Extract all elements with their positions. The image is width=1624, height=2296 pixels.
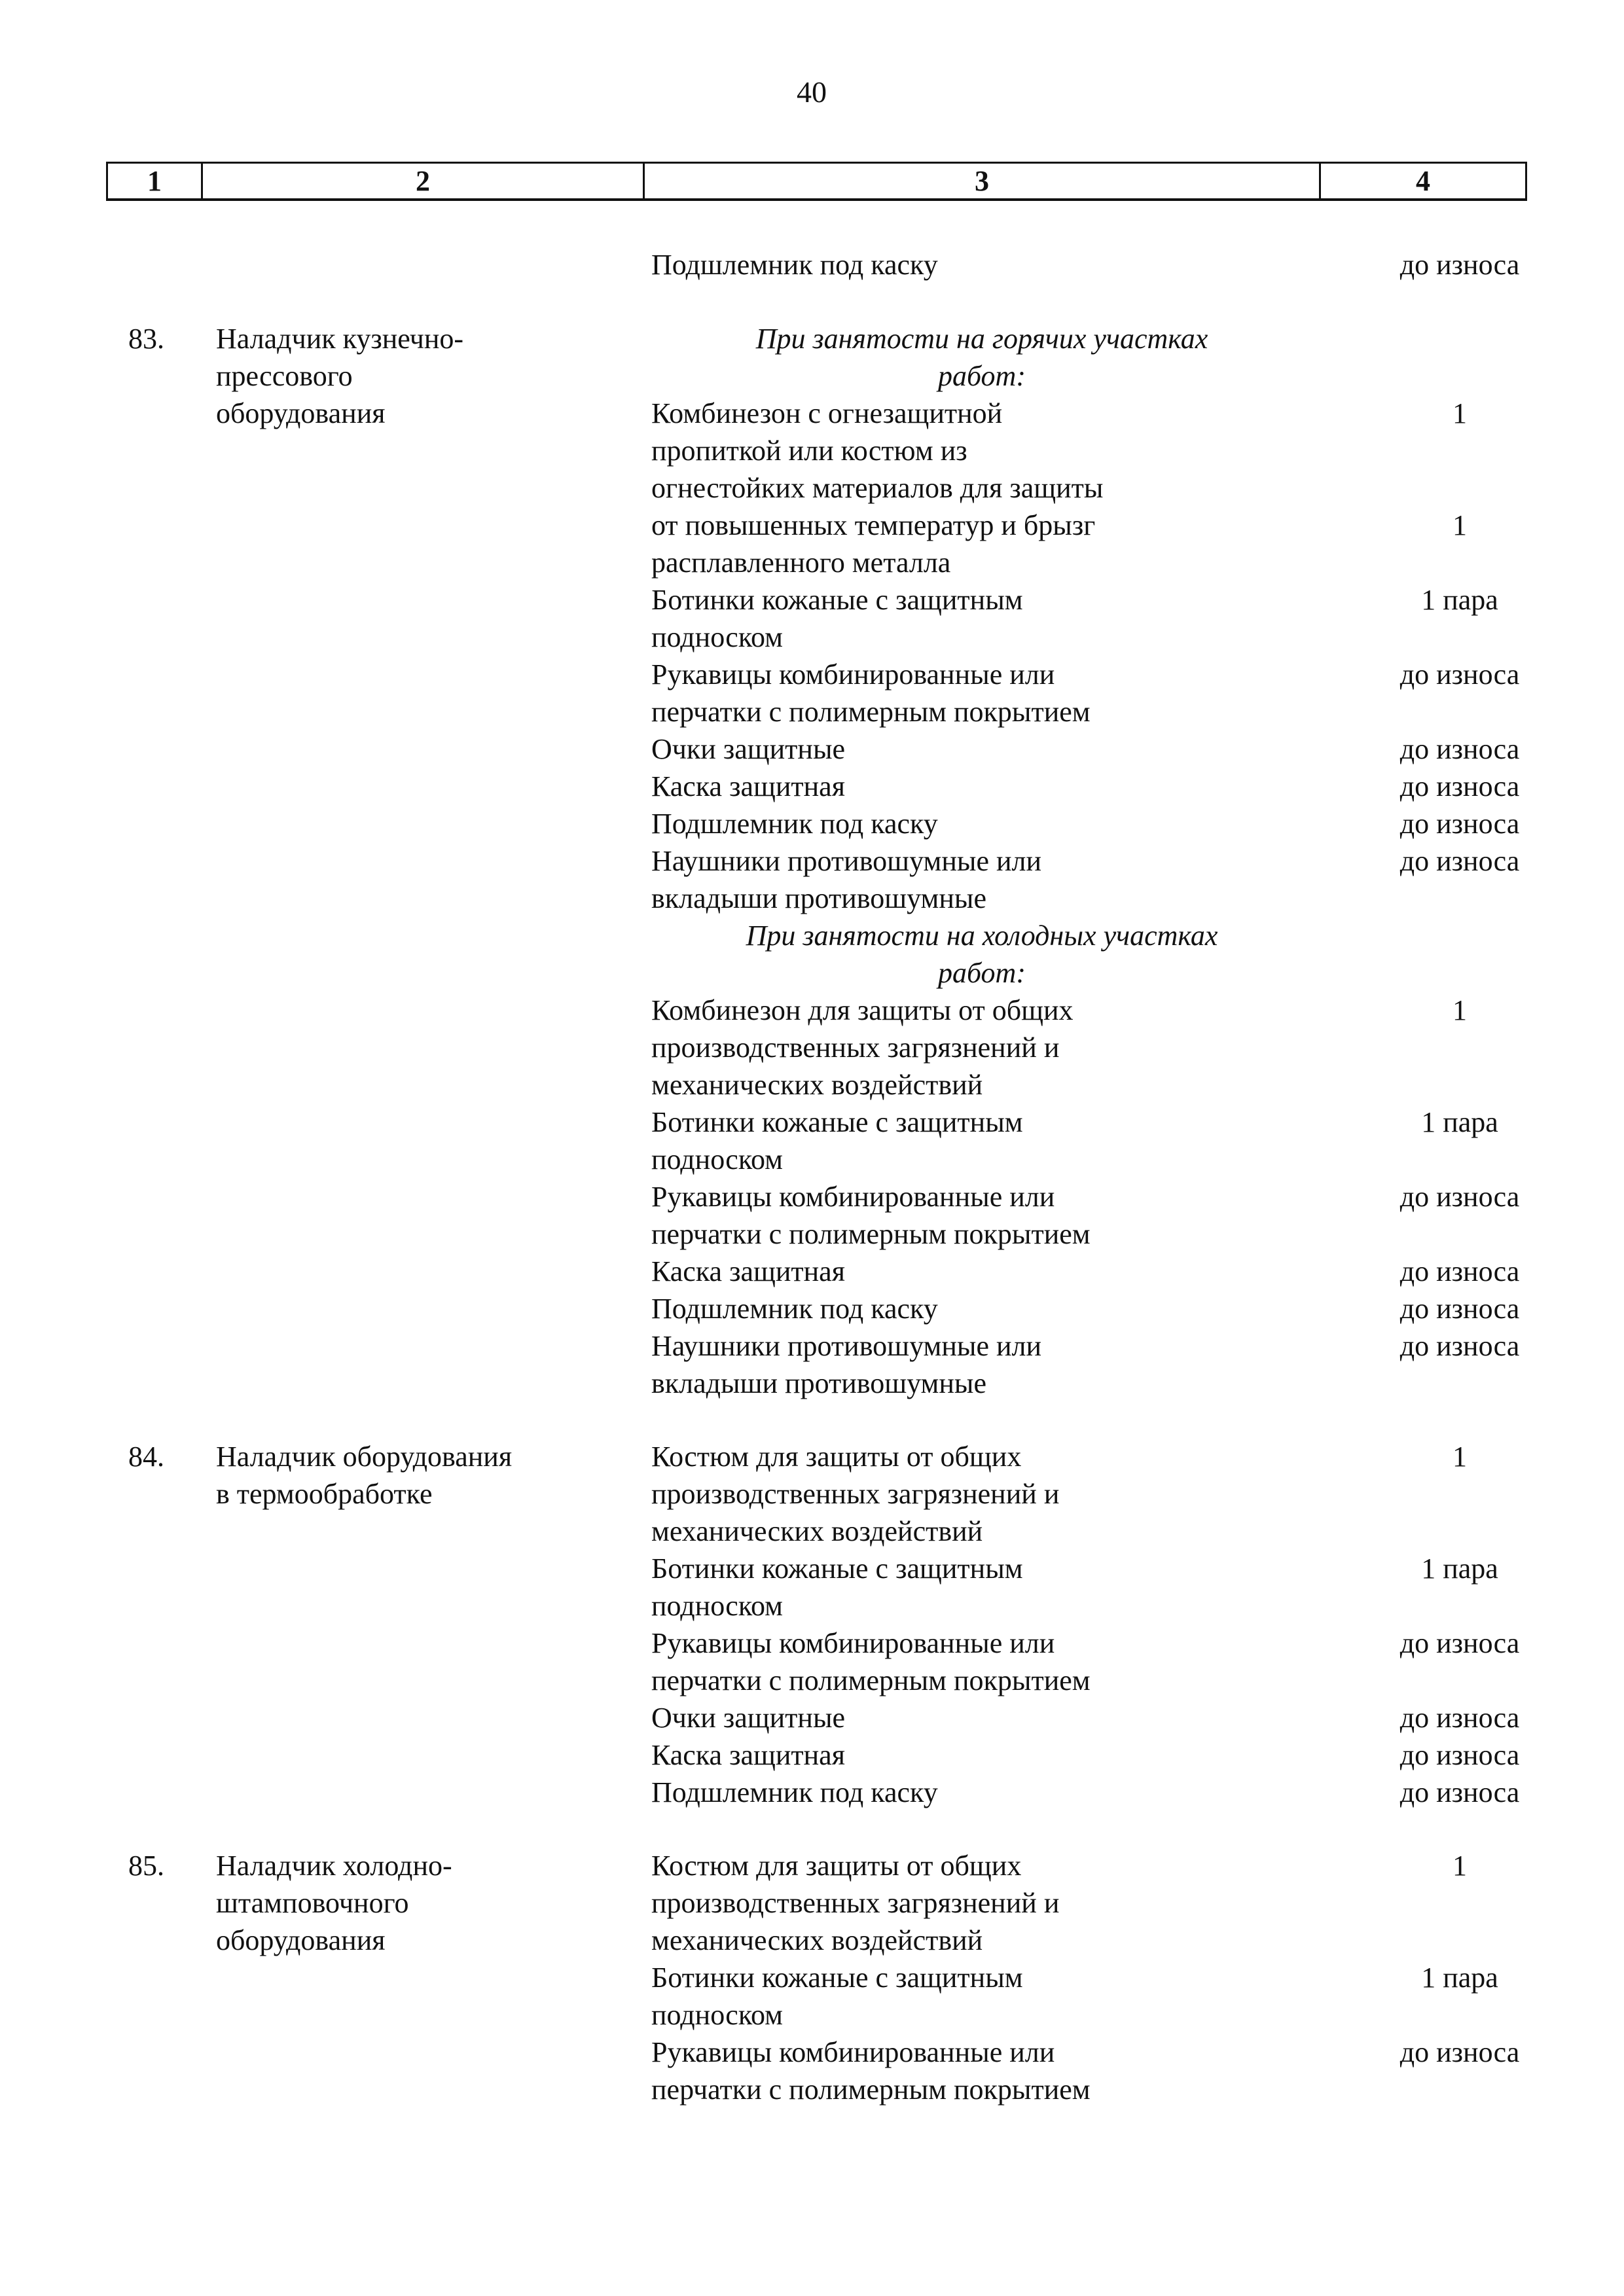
ppe-item-line: подноском [651, 1590, 783, 1622]
norm-value: до износа [1399, 733, 1520, 765]
norm-value: 1 пара [1421, 584, 1498, 616]
ppe-item-line: перчатки с полимерным покрытием [651, 696, 1091, 728]
norm-value: до износа [1399, 770, 1520, 802]
norm-value: до износа [1399, 658, 1520, 691]
ppe-item-line: механических воздействий [651, 1515, 983, 1547]
ppe-item-line: перчатки с полимерным покрытием [651, 2073, 1091, 2106]
norm-value: до износа [1399, 1330, 1520, 1362]
profession-title-line: Наладчик холодно- [216, 1850, 452, 1882]
continued-norm: до износа [1399, 249, 1520, 281]
norm-value: до износа [1399, 1702, 1520, 1734]
header-col-4: 4 [1416, 165, 1430, 197]
page-number: 40 [797, 75, 827, 109]
ppe-item-line: подноском [651, 1999, 783, 2031]
ppe-item-line: Костюм для защиты от общих [651, 1850, 1022, 1882]
norm-value: 1 [1453, 994, 1467, 1026]
section-heading-cold: При занятости на холодных участках [746, 920, 1218, 952]
ppe-item-line: механических воздействий [651, 1069, 983, 1101]
norm-value: до износа [1399, 1627, 1520, 1659]
ppe-item-line: перчатки с полимерным покрытием [651, 1664, 1091, 1696]
profession-title-line: штамповочного [216, 1887, 409, 1919]
ppe-item-line: Очки защитные [651, 1702, 846, 1734]
ppe-item-line: Подшлемник под каску [651, 1776, 938, 1808]
header-col-1: 1 [108, 164, 203, 198]
norm-value: до износа [1399, 1776, 1520, 1808]
norm-value: 1 пара [1421, 1962, 1498, 1994]
norm-value: 1 [1453, 1441, 1467, 1473]
ppe-item-line: Каска защитная [651, 1255, 845, 1287]
ppe-item-line: вкладыши противошумные [651, 1367, 987, 1399]
row-number: 84. [128, 1441, 164, 1473]
table-header [106, 162, 1527, 200]
ppe-item-line: Рукавицы комбинированные или [651, 658, 1055, 691]
norm-value: до износа [1399, 1181, 1520, 1213]
section-heading-hot: работ: [938, 360, 1026, 392]
ppe-item-line: вкладыши противошумные [651, 882, 987, 914]
ppe-item-line: Комбинезон для защиты от общих [651, 994, 1074, 1026]
header-col-3: 3 [645, 164, 1321, 198]
profession-title-line: прессового [216, 360, 353, 392]
ppe-item-line: Очки защитные [651, 733, 846, 765]
ppe-item-line: пропиткой или костюм из [651, 435, 967, 467]
norm-value: 1 пара [1421, 1106, 1498, 1138]
ppe-item-line: Костюм для защиты от общих [651, 1441, 1022, 1473]
ppe-item-line: Подшлемник под каску [651, 1293, 938, 1325]
ppe-item-line: Ботинки кожаные с защитным [651, 1106, 1023, 1138]
ppe-item-line: расплавленного металла [651, 547, 951, 579]
ppe-item-line: Подшлемник под каску [651, 808, 938, 840]
ppe-item-line: производственных загрязнений и [651, 1478, 1060, 1510]
section-heading-hot: При занятости на горячих участках [755, 323, 1208, 355]
norm-value: до износа [1399, 808, 1520, 840]
norm-value: до износа [1399, 1293, 1520, 1325]
profession-title-line: оборудования [216, 397, 386, 429]
ppe-item-line: Ботинки кожаные с защитным [651, 584, 1023, 616]
profession-title-line: в термообработке [216, 1478, 433, 1510]
ppe-item-line: Рукавицы комбинированные или [651, 2036, 1055, 2068]
ppe-item-line: производственных загрязнений и [651, 1031, 1060, 1064]
norm-value: до износа [1399, 2036, 1520, 2068]
norm-value: до износа [1399, 1739, 1520, 1771]
norm-value: до износа [1399, 845, 1520, 877]
section-heading-cold: работ: [938, 957, 1026, 989]
ppe-item-line: Каска защитная [651, 770, 845, 802]
ppe-item-line: Рукавицы комбинированные или [651, 1627, 1055, 1659]
norm-value: 1 пара [1421, 1552, 1498, 1585]
ppe-item-line: производственных загрязнений и [651, 1887, 1060, 1919]
ppe-item-line: Наушники противошумные или [651, 1330, 1042, 1362]
row-number: 85. [128, 1850, 164, 1882]
ppe-item-line: от повышенных температур и брызг [651, 509, 1096, 541]
norm-value: 1 [1453, 1850, 1467, 1882]
row-number: 83. [128, 323, 164, 355]
ppe-item-line: Ботинки кожаные с защитным [651, 1552, 1023, 1585]
ppe-item-line: Ботинки кожаные с защитным [651, 1962, 1023, 1994]
ppe-item-line: Комбинезон с огнезащитной [651, 397, 1003, 429]
continued-item: Подшлемник под каску [651, 249, 938, 281]
profession-title-line: Наладчик кузнечно- [216, 323, 464, 355]
ppe-item-line: Наушники противошумные или [651, 845, 1042, 877]
header-underline [106, 200, 1527, 201]
ppe-item-line: Каска защитная [651, 1739, 845, 1771]
profession-title-line: Наладчик оборудования [216, 1441, 513, 1473]
ppe-item-line: механических воздействий [651, 1924, 983, 1956]
header-col-2: 2 [203, 164, 645, 198]
ppe-item-line: подноском [651, 1143, 783, 1175]
norm-value: 1 [1453, 397, 1467, 429]
norm-value: 1 [1453, 509, 1467, 541]
ppe-item-line: Рукавицы комбинированные или [651, 1181, 1055, 1213]
profession-title-line: оборудования [216, 1924, 386, 1956]
ppe-item-line: огнестойких материалов для защиты [651, 472, 1104, 504]
ppe-item-line: перчатки с полимерным покрытием [651, 1218, 1091, 1250]
norm-value: до износа [1399, 1255, 1520, 1287]
ppe-item-line: подноском [651, 621, 783, 653]
